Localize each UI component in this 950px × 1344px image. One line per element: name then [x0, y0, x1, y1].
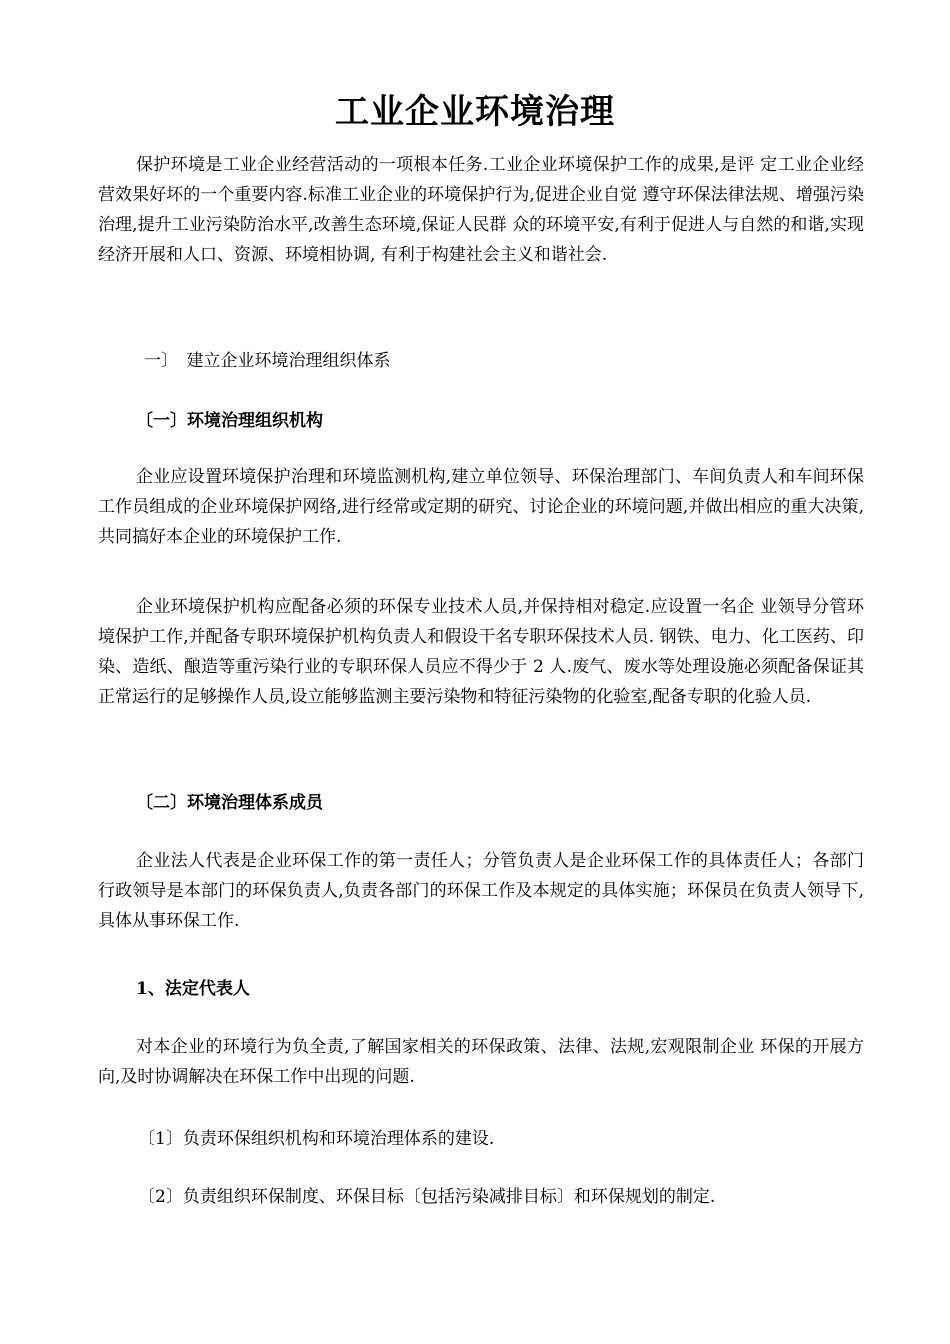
paragraph-system-members: 企业法人代表是企业环保工作的第一责任人；分管负责人是企业环保工作的具体责任人；各部门行政领导是本部门的环保负责人,负责各部门的环保工作及本规定的具体实施；环保员在负责人领导下,具体从事环保工作. — [98, 851, 864, 931]
section-heading-1: 一〕 建立企业环境治理组织体系 — [144, 351, 391, 371]
subsection-heading-2: 〔二〕环境治理体系成员 — [136, 793, 323, 813]
paragraph-org-structure: 企业应设置环境保护治理和环境监测机构,建立单位领导、环保治理部门、车间负责人和车间环保工作员组成的企业环境保护网络,进行经常或定期的研究、讨论企业的环境问题,并做出相应的重大决策,共同搞好本企业的环境保护工作. — [98, 467, 864, 547]
subsection-heading-1: 〔一〕环境治理组织机构 — [136, 411, 323, 431]
list-item: 〔2〕负责组织环保制度、环保目标〔包括污染减排目标〕和环保规划的制定. — [138, 1187, 716, 1207]
item-heading-legal-rep: 1、法定代表人 — [136, 979, 250, 999]
list-item: 〔1〕负责环保组织机构和环境治理体系的建设. — [138, 1129, 495, 1149]
paragraph-legal-rep: 对本企业的环境行为负全责,了解国家相关的环保政策、法律、法规,宏观限制企业 环保的开展方向,及时协调解决在环保工作中出现的问题. — [98, 1037, 864, 1087]
intro-paragraph: 保护环境是工业企业经营活动的一项根本任务.工业企业环境保护工作的成果,是评 定工业企业经营效果好坏的一个重要内容.标准工业企业的环境保护行为,促进企业自觉 遵守环保法律法规、增强污染治理,提升工业污染防治水平,改善生态环境,保证人民群 众的环境平安,有利于促进人与自然的和谐,实现经济开展和人口、资源、环境相协调, 有利于构建社会主义和谐社会. — [98, 155, 864, 265]
document-title: 工业企业环境治理 — [335, 92, 615, 132]
paragraph-staffing: 企业环境保护机构应配备必须的环保专业技术人员,并保持相对稳定.应设置一名企 业领导分管环境保护工作,并配备专职环境保护机构负责人和假设干名专职环保技术人员. 钢铁、电力、化工医药、印染、造纸、酿造等重污染行业的专职环保人员应不得少于 2 人.废气、废水等处理设施必须配备保证其正常运行的足够操作人员,设立能够监测主要污染物和特征污染物的化验室,配备专职的化验人员. — [98, 597, 864, 707]
